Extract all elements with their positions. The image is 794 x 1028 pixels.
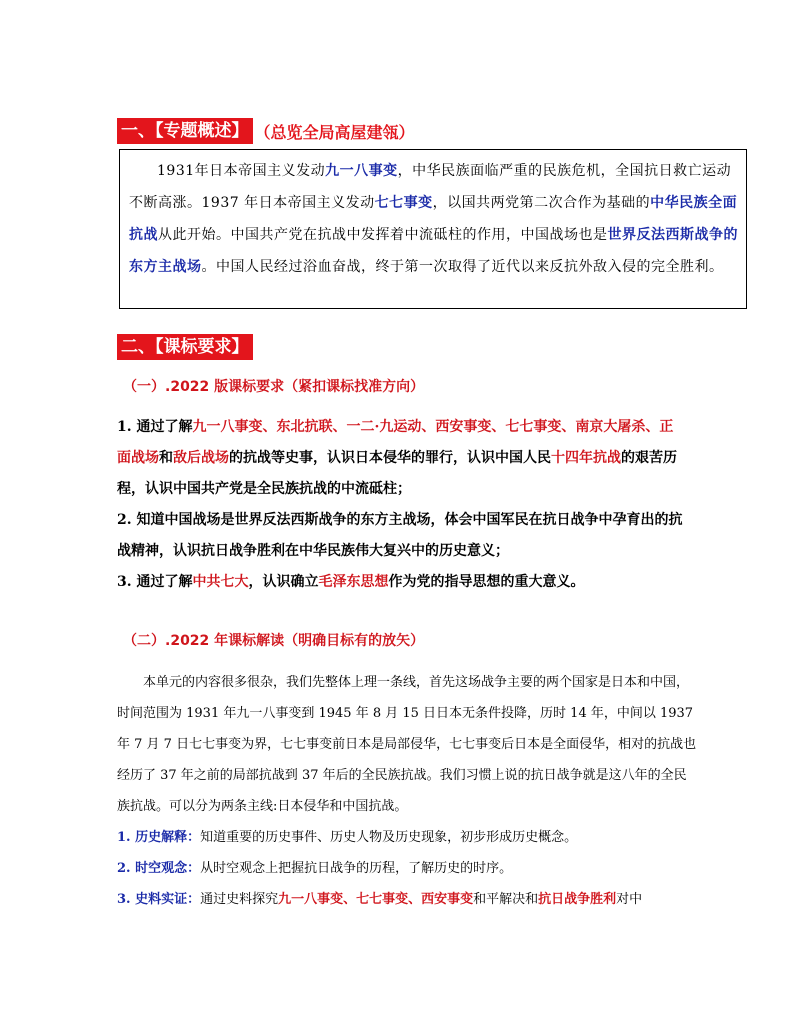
req-text: 和 [159,450,173,466]
literacy-item-2 [117,853,697,884]
literacy-item-3 [117,884,697,915]
literacy-label: 1. 历史解释： [117,830,201,845]
section-1-subtitle: （总览全局高屋建瓴） [254,122,415,142]
subheading-year: 2022 [170,633,210,649]
section-2-tag: 二、【课标要求】 [117,334,253,360]
literacy-item-1 [117,822,697,853]
subheading-standards [123,376,424,396]
overview-text: 1931年日本帝国主义发动 [157,163,326,179]
subheading-text: 年课标解读（明确目标有的放矢） [209,633,425,649]
overview-text: ，以国共两党第二次合作为基础的 [432,195,651,211]
keyword-eastern-battlefield: 世界反法西斯战争的东方主战场 [129,227,738,275]
overview-box [119,149,747,309]
literacy-label: 2. 时空观念： [117,861,201,876]
overview-paragraph [129,155,738,283]
overview-text: 。中国人民经过浴血奋战，终于第一次取得了近代以来反抗外敌入侵的完全胜利。 [201,259,724,275]
keyword-full-resistance: 中华民族全面抗战 [129,195,738,243]
subheading-prefix: （一）. [123,379,171,395]
overview-text: ，中华民族面临严重的民族危机，全国抗日救亡运动不断高涨。1937 年日本帝国主义发动 [129,163,732,211]
literacy-label: 3. 史料实证： [117,892,201,907]
literacy-keyword: 抗日战争胜利 [538,892,617,907]
section-1-header [117,118,415,144]
req-keyword: 敌后战场 [173,450,229,466]
literacy-text: 通过史料探究 [200,892,279,907]
req-keyword: 毛泽东思想 [318,574,389,590]
requirement-3 [117,567,687,598]
section-2-header [117,334,253,360]
req-keyword: 十四年抗战 [551,450,621,466]
literacy-text: 和平解决和 [473,892,539,907]
keyword-77: 七七事变 [374,195,433,211]
subheading-text: 版课标要求（紧扣课标找准方向） [209,379,425,395]
interpretation-block [117,667,697,915]
literacy-text: 对中 [616,892,643,907]
req-text: 3. 通过了解 [117,574,193,590]
req-text: 的抗战等史事，认识日本侵华的罪行，认识中国人民 [229,450,551,466]
interpretation-paragraph: 本单元的内容很多很杂，我们先整体上理一条线，首先这场战争主要的两个国家是日本和中国，时间范围为 1931 年九一八事变到 1945 年 8 月 15 日日本无条件投降，历时 14 年，中间以 1937 年 7 月 7 日七七事变为界，七七事变前日本是局部侵华，七七事变后日本是全面侵华，相对的抗战也经历了 37 年之前的局部抗战到 37 年后的全民族抗战。我们习惯上说的抗日战争就是这八年的全民族抗战。可以分为两条主线:日本侵华和中国抗战。 [117,675,697,814]
req-keyword: 九一八事变、东北抗联、一二·九运动、西安事变、七七事变、南京大屠杀、正面战场 [117,419,674,466]
req-keyword: 中共七大 [192,574,249,590]
subheading-year: 2022 [170,379,210,395]
section-1-tag: 一、【专题概述】 [117,118,253,144]
literacy-text: 从时空观念上把握抗日战争的历程，了解历史的时序。 [200,861,513,876]
subheading-prefix: （二）. [123,633,171,649]
req-text: 的艰苦历程，认识中国共产党是全民族抗战的中流砥柱； [117,450,677,497]
subheading-interpretation [123,630,424,650]
keyword-918: 九一八事变 [325,163,398,179]
overview-text: 从此开始。中国共产党在抗战中发挥着中流砥柱的作用，中国战场也是 [158,227,608,243]
literacy-text: 知道重要的历史事件、历史人物及历史现象，初步形成历史概念。 [200,830,578,845]
req-text: 作为党的指导思想的重大意义。 [388,574,585,590]
requirement-1 [117,412,687,505]
requirement-2: 2. 知道中国战场是世界反法西斯战争的东方主战场，体会中国军民在抗日战争中孕育出的抗战精神，认识抗日战争胜利在中华民族伟大复兴中的历史意义； [117,512,683,559]
req-text: ，认识确立 [248,574,319,590]
literacy-keyword: 九一八事变、七七事变、西安事变 [278,892,474,907]
requirements-list [117,412,687,598]
req-text: 1. 通过了解 [117,419,193,435]
